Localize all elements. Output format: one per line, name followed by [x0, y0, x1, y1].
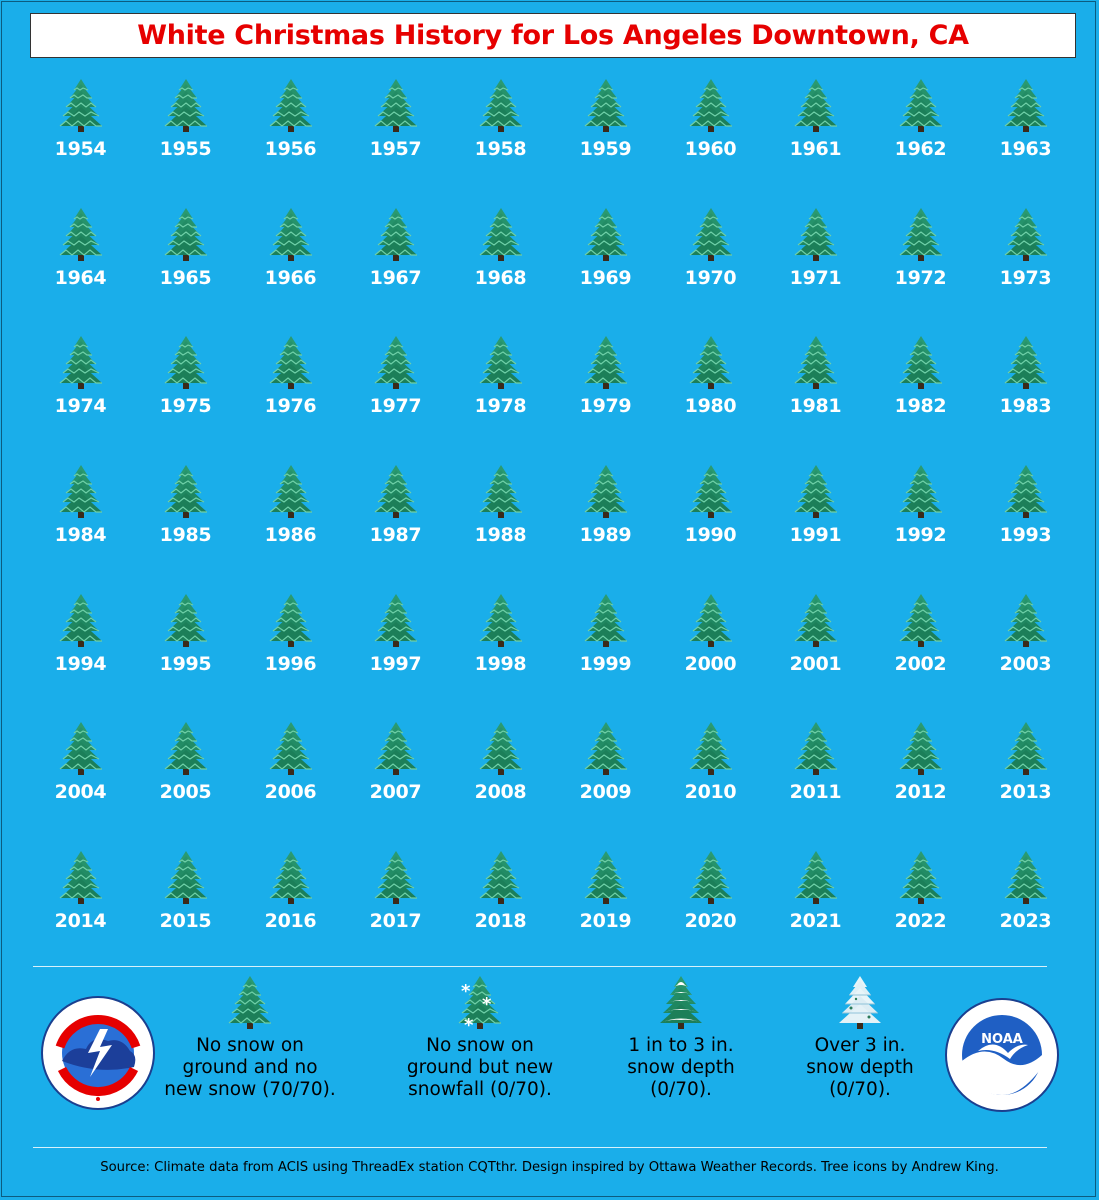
no-snow-tree-icon: [57, 335, 105, 391]
year-cell: [973, 207, 1078, 336]
year-label: 1962: [894, 138, 947, 160]
year-cell: [448, 78, 553, 207]
no-snow-tree-icon: [582, 850, 630, 906]
year-label: 1979: [579, 395, 632, 418]
year-cell: [553, 721, 658, 850]
year-label: 1991: [789, 524, 842, 547]
year-label: 2004: [54, 781, 107, 804]
year-label: 1999: [579, 652, 632, 675]
no-snow-tree-icon: [582, 78, 630, 134]
year-cell: [763, 850, 868, 979]
year-label: 1974: [54, 395, 107, 418]
year-cell: [658, 721, 763, 850]
year-cell: [343, 721, 448, 850]
no-snow-tree-icon: [372, 78, 420, 134]
no-snow-tree-icon: [267, 335, 315, 391]
year-cell: [448, 464, 553, 593]
no-snow-tree-icon: [267, 850, 315, 906]
year-label: 1964: [54, 266, 107, 289]
no-snow-tree-icon: [897, 593, 945, 649]
legend-label-depth-over-3: Over 3 in. snow depth (0/70).: [806, 1035, 914, 1100]
year-label: 2015: [159, 910, 212, 933]
snow-covered-tree-icon: [657, 975, 705, 1031]
year-cell: [658, 78, 763, 207]
no-snow-tree-icon: [372, 721, 420, 777]
year-label: 1982: [894, 395, 947, 418]
year-cell: [28, 721, 133, 850]
year-cell: [238, 464, 343, 593]
year-label: 1992: [894, 524, 947, 547]
legend-item-new-snowfall: [380, 975, 580, 1101]
legend: [0, 975, 1099, 1140]
divider-bottom: [33, 1147, 1047, 1148]
no-snow-tree-icon: [897, 335, 945, 391]
year-row: [28, 464, 1078, 593]
year-label: 2012: [894, 781, 947, 804]
no-snow-tree-icon: [162, 78, 210, 134]
year-cell: [448, 593, 553, 722]
no-snow-tree-icon: [897, 721, 945, 777]
no-snow-tree-icon: [372, 464, 420, 520]
year-label: 1987: [369, 524, 422, 547]
svg-text:*: *: [461, 981, 471, 1002]
no-snow-tree-icon: [792, 593, 840, 649]
year-cell: [868, 721, 973, 850]
year-label: 1986: [264, 524, 317, 547]
no-snow-tree-icon: [1002, 78, 1050, 134]
no-snow-tree-icon: [687, 721, 735, 777]
year-label: 2008: [474, 781, 527, 804]
year-cell: [28, 464, 133, 593]
year-cell: [448, 207, 553, 336]
year-label: 1956: [264, 138, 317, 160]
year-label: 1966: [264, 266, 317, 289]
no-snow-tree-icon: [897, 850, 945, 906]
year-label: 1977: [369, 395, 422, 418]
year-label: 2011: [789, 781, 842, 804]
year-label: 1998: [474, 652, 527, 675]
year-label: 1988: [474, 524, 527, 547]
year-label: 2000: [684, 652, 737, 675]
year-cell: [553, 593, 658, 722]
no-snow-tree-icon: [477, 207, 525, 263]
no-snow-tree-icon: [792, 464, 840, 520]
year-label: 1994: [54, 652, 107, 675]
year-label: 1993: [999, 524, 1052, 547]
year-cell: [658, 593, 763, 722]
year-cell: [238, 593, 343, 722]
no-snow-tree-icon: [582, 335, 630, 391]
year-cell: [553, 207, 658, 336]
noaa-logo-icon: [944, 997, 1060, 1113]
year-row: [28, 78, 1078, 207]
year-cell: [763, 335, 868, 464]
year-cell: [133, 207, 238, 336]
no-snow-tree-icon: [162, 721, 210, 777]
no-snow-tree-icon: [1002, 335, 1050, 391]
year-cell: [28, 335, 133, 464]
no-snow-tree-icon: [477, 593, 525, 649]
year-label: 1959: [579, 138, 632, 160]
year-cell: [238, 850, 343, 979]
year-label: 2001: [789, 652, 842, 675]
no-snow-tree-icon: [1002, 721, 1050, 777]
year-cell: [973, 593, 1078, 722]
year-label: 2007: [369, 781, 422, 804]
no-snow-tree-icon: [162, 850, 210, 906]
year-cell: [238, 335, 343, 464]
no-snow-tree-icon: [792, 721, 840, 777]
no-snow-tree-icon: [897, 464, 945, 520]
year-label: 2003: [999, 652, 1052, 675]
no-snow-tree-icon: [267, 464, 315, 520]
title-box: [30, 13, 1076, 58]
year-cell: [658, 335, 763, 464]
year-label: 1965: [159, 266, 212, 289]
year-label: 1970: [684, 266, 737, 289]
legend-label-new-snowfall: No snow on ground but new snowfall (0/70).: [406, 1035, 554, 1100]
year-cell: [658, 207, 763, 336]
year-cell: [763, 593, 868, 722]
year-grid: [28, 78, 1078, 979]
year-cell: [133, 850, 238, 979]
no-snow-tree-icon: [162, 207, 210, 263]
year-label: 1989: [579, 524, 632, 547]
divider-top: [33, 966, 1047, 967]
legend-item-depth-over-3: [760, 975, 960, 1101]
no-snow-tree-icon: [1002, 850, 1050, 906]
year-cell: [133, 464, 238, 593]
legend-item-depth-1-3: [581, 975, 781, 1101]
year-cell: [238, 721, 343, 850]
year-cell: [763, 464, 868, 593]
no-snow-tree-icon: [267, 593, 315, 649]
year-label: 1971: [789, 266, 842, 289]
year-cell: [658, 850, 763, 979]
year-cell: [28, 850, 133, 979]
year-label: 1978: [474, 395, 527, 418]
year-cell: [133, 78, 238, 207]
year-label: 2013: [999, 781, 1052, 804]
year-label: 1984: [54, 524, 107, 547]
year-label: 1963: [999, 138, 1052, 160]
year-label: 1969: [579, 266, 632, 289]
year-label: 1972: [894, 266, 947, 289]
no-snow-tree-icon: [57, 207, 105, 263]
year-label: 1985: [159, 524, 212, 547]
year-row: [28, 593, 1078, 722]
year-label: 2009: [579, 781, 632, 804]
year-cell: [763, 207, 868, 336]
legend-label-no-snow: No snow on ground and no new snow (70/70).: [164, 1035, 336, 1100]
no-snow-tree-icon: [267, 78, 315, 134]
year-label: 2018: [474, 910, 527, 933]
year-label: 2006: [264, 781, 317, 804]
no-snow-tree-icon: [477, 850, 525, 906]
no-snow-tree-icon: [582, 721, 630, 777]
year-row: [28, 721, 1078, 850]
no-snow-tree-icon: [477, 464, 525, 520]
year-label: 1958: [474, 138, 527, 160]
year-cell: [868, 850, 973, 979]
no-snow-tree-icon: [687, 464, 735, 520]
year-label: 1973: [999, 266, 1052, 289]
year-label: 1975: [159, 395, 212, 418]
no-snow-tree-icon: [162, 464, 210, 520]
source-note: Source: Climate data from ACIS using ThreadEx station CQTthr. Design inspired by Ottawa Weather Records. Tree icons by Andrew King.: [100, 1160, 999, 1175]
snowfall-tree-icon: [456, 975, 504, 1031]
year-cell: [658, 464, 763, 593]
year-label: 2016: [264, 910, 317, 933]
year-label: 2022: [894, 910, 947, 933]
no-snow-tree-icon: [687, 850, 735, 906]
year-cell: [553, 78, 658, 207]
no-snow-tree-icon: [477, 721, 525, 777]
no-snow-tree-icon: [57, 593, 105, 649]
year-cell: [343, 207, 448, 336]
no-snow-tree-icon: [1002, 593, 1050, 649]
no-snow-tree-icon: [897, 78, 945, 134]
year-label: 1957: [369, 138, 422, 160]
year-cell: [868, 78, 973, 207]
year-cell: [238, 207, 343, 336]
no-snow-tree-icon: [372, 207, 420, 263]
year-label: 1981: [789, 395, 842, 418]
no-snow-tree-icon: [792, 850, 840, 906]
year-label: 2005: [159, 781, 212, 804]
year-cell: [343, 593, 448, 722]
page-title: White Christmas History for Los Angeles Downtown, CA: [137, 20, 969, 51]
year-label: 1967: [369, 266, 422, 289]
no-snow-tree-icon: [687, 593, 735, 649]
no-snow-tree-icon: [582, 464, 630, 520]
no-snow-tree-icon: [1002, 464, 1050, 520]
year-row: [28, 335, 1078, 464]
no-snow-tree-icon: [57, 721, 105, 777]
year-cell: [238, 78, 343, 207]
no-snow-tree-icon: [57, 78, 105, 134]
year-label: 1980: [684, 395, 737, 418]
no-snow-tree-icon: [57, 850, 105, 906]
year-cell: [133, 593, 238, 722]
year-cell: [133, 335, 238, 464]
svg-text:*: *: [482, 994, 492, 1015]
legend-label-depth-1-3: 1 in to 3 in. snow depth (0/70).: [627, 1035, 735, 1100]
no-snow-tree-icon: [792, 78, 840, 134]
no-snow-tree-icon: [372, 850, 420, 906]
year-cell: [448, 850, 553, 979]
year-cell: [973, 78, 1078, 207]
year-cell: [448, 721, 553, 850]
year-cell: [28, 207, 133, 336]
no-snow-tree-icon: [267, 207, 315, 263]
year-label: 1960: [684, 138, 737, 160]
noaa-logo-text: NOAA: [981, 1032, 1023, 1047]
no-snow-tree-icon: [162, 335, 210, 391]
year-cell: [868, 207, 973, 336]
no-snow-tree-icon: [792, 335, 840, 391]
year-label: 1983: [999, 395, 1052, 418]
no-snow-tree-icon: [582, 207, 630, 263]
year-label: 1954: [54, 138, 107, 160]
year-cell: [343, 335, 448, 464]
year-cell: [343, 464, 448, 593]
no-snow-tree-icon: [267, 721, 315, 777]
year-cell: [868, 593, 973, 722]
no-snow-tree-icon: [57, 464, 105, 520]
year-cell: [28, 593, 133, 722]
no-snow-tree-icon: [792, 207, 840, 263]
year-cell: [973, 335, 1078, 464]
legend-item-no-snow: [150, 975, 350, 1101]
year-cell: [553, 335, 658, 464]
year-cell: [868, 335, 973, 464]
year-label: 2002: [894, 652, 947, 675]
year-row: [28, 850, 1078, 979]
year-label: 2023: [999, 910, 1052, 933]
year-cell: [343, 850, 448, 979]
year-label: 2019: [579, 910, 632, 933]
no-snow-tree-icon: [687, 335, 735, 391]
year-cell: [343, 78, 448, 207]
no-snow-tree-icon: [477, 335, 525, 391]
year-label: 2017: [369, 910, 422, 933]
year-cell: [973, 464, 1078, 593]
no-snow-tree-icon: [372, 335, 420, 391]
no-snow-tree-icon: [477, 78, 525, 134]
year-label: 1961: [789, 138, 842, 160]
no-snow-tree-icon: [897, 207, 945, 263]
year-label: 1968: [474, 266, 527, 289]
year-label: 2021: [789, 910, 842, 933]
year-cell: [133, 721, 238, 850]
year-cell: [553, 464, 658, 593]
year-label: 1990: [684, 524, 737, 547]
white-tree-icon: [836, 975, 884, 1031]
year-cell: [553, 850, 658, 979]
year-label: 1995: [159, 652, 212, 675]
no-snow-tree-icon: [1002, 207, 1050, 263]
year-cell: [973, 850, 1078, 979]
year-label: 2020: [684, 910, 737, 933]
year-cell: [448, 335, 553, 464]
year-cell: [973, 721, 1078, 850]
year-cell: [28, 78, 133, 207]
year-label: 1996: [264, 652, 317, 675]
svg-text:*: *: [464, 1015, 474, 1031]
year-cell: [763, 78, 868, 207]
nws-logo-icon: [40, 995, 156, 1111]
year-label: 1997: [369, 652, 422, 675]
no-snow-tree-icon: [226, 975, 274, 1031]
year-label: 1976: [264, 395, 317, 418]
no-snow-tree-icon: [687, 78, 735, 134]
year-cell: [763, 721, 868, 850]
no-snow-tree-icon: [372, 593, 420, 649]
year-label: 1955: [159, 138, 212, 160]
no-snow-tree-icon: [582, 593, 630, 649]
no-snow-tree-icon: [687, 207, 735, 263]
no-snow-tree-icon: [162, 593, 210, 649]
year-label: 2010: [684, 781, 737, 804]
year-cell: [868, 464, 973, 593]
year-label: 2014: [54, 910, 107, 933]
year-row: [28, 207, 1078, 336]
